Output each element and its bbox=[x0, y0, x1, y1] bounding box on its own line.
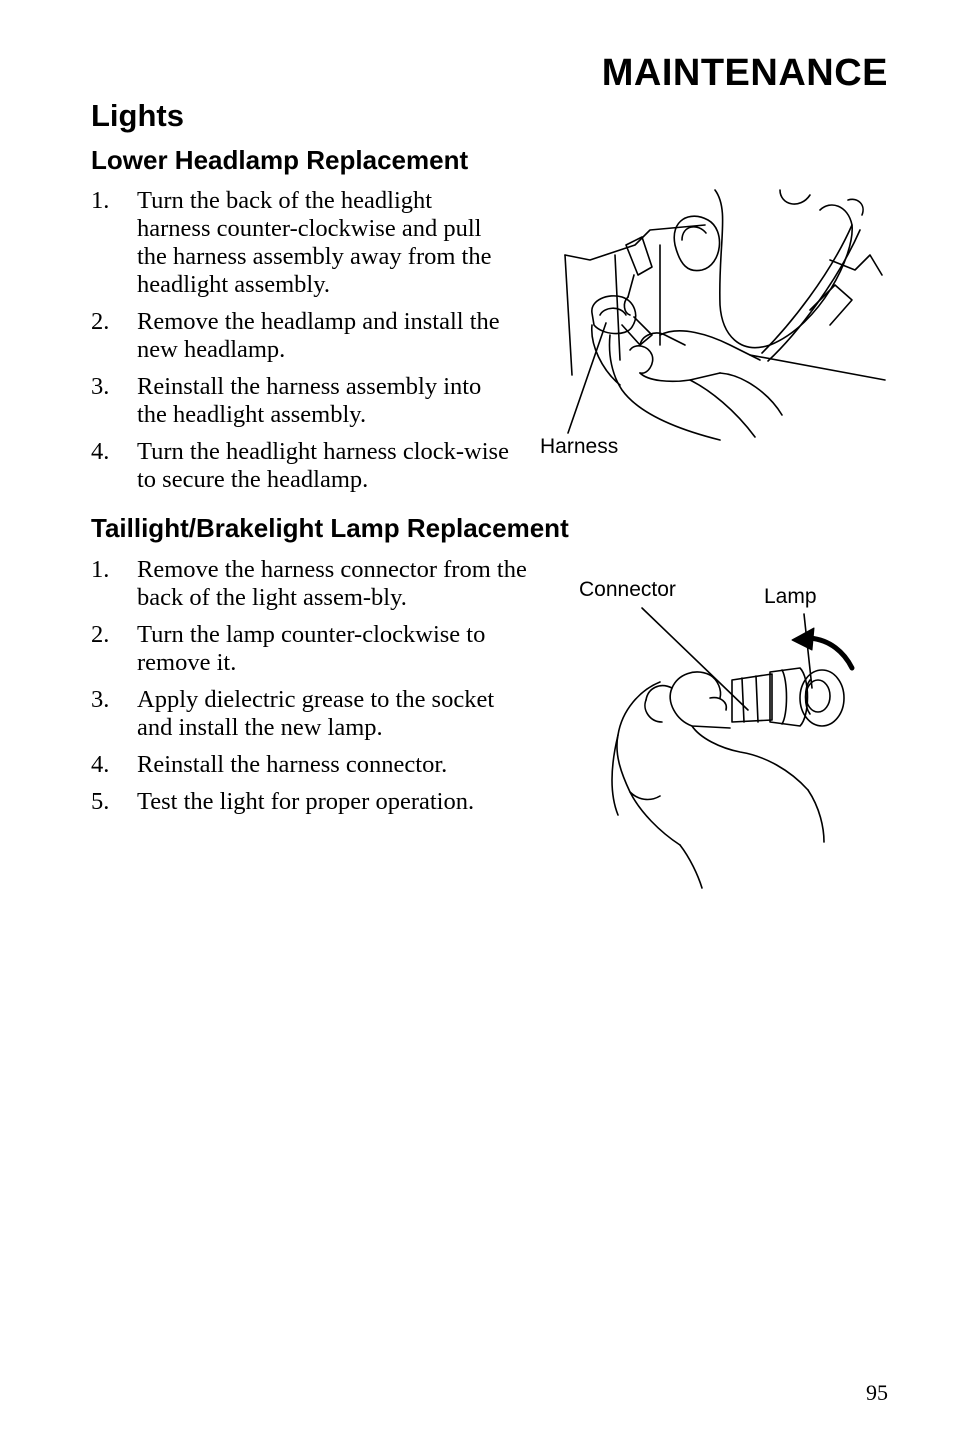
step-number: 3. bbox=[91, 373, 110, 400]
step-number: 4. bbox=[91, 751, 110, 778]
page-number: 95 bbox=[866, 1380, 888, 1405]
section-title: Lights bbox=[91, 98, 184, 133]
step-number: 2. bbox=[91, 621, 110, 648]
list-item bbox=[91, 308, 511, 364]
harness-callout-label: Harness bbox=[540, 435, 619, 458]
page-header: MAINTENANCE bbox=[601, 52, 888, 94]
step-text: Reinstall the harness connector. bbox=[137, 751, 448, 778]
step-text: Remove the headlamp and install the new headlamp. bbox=[137, 308, 500, 363]
list-item bbox=[91, 556, 531, 612]
list-item bbox=[91, 621, 531, 677]
list-item bbox=[91, 751, 531, 779]
step-number: 1. bbox=[91, 556, 110, 583]
step-text: Reinstall the harness assembly into the headlight assembly. bbox=[137, 373, 482, 428]
step-number: 2. bbox=[91, 308, 110, 335]
step-text: Turn the lamp counter-clockwise to remove it. bbox=[137, 621, 486, 676]
step-text: Turn the back of the headlight harness counter-clockwise and pull the harness assembly away from the headlight assembly. bbox=[137, 187, 492, 298]
step-text: Apply dielectric grease to the socket and install the new lamp. bbox=[137, 686, 495, 741]
taillight-steps-list bbox=[91, 556, 531, 825]
taillight-lamp-illustration bbox=[560, 570, 880, 900]
list-item bbox=[91, 686, 531, 742]
step-number: 4. bbox=[91, 438, 110, 465]
list-item bbox=[91, 373, 511, 429]
step-text: Remove the harness connector from the back of the light assem-bly. bbox=[137, 556, 527, 611]
step-number: 3. bbox=[91, 686, 110, 713]
step-number: 5. bbox=[91, 788, 110, 815]
headlamp-harness-illustration bbox=[530, 185, 890, 465]
connector-callout-label: Connector bbox=[579, 578, 676, 601]
list-item bbox=[91, 438, 511, 494]
list-item bbox=[91, 788, 531, 816]
step-text: Turn the headlight harness clock-wise to secure the headlamp. bbox=[137, 438, 509, 493]
headlamp-subsection-title: Lower Headlamp Replacement bbox=[91, 145, 469, 175]
lamp-callout-label: Lamp bbox=[764, 585, 817, 608]
step-number: 1. bbox=[91, 187, 110, 214]
headlamp-steps-list bbox=[91, 187, 511, 503]
list-item bbox=[91, 187, 511, 299]
taillight-subsection-title: Taillight/Brakelight Lamp Replacement bbox=[91, 513, 569, 543]
step-text: Test the light for proper operation. bbox=[137, 788, 475, 815]
